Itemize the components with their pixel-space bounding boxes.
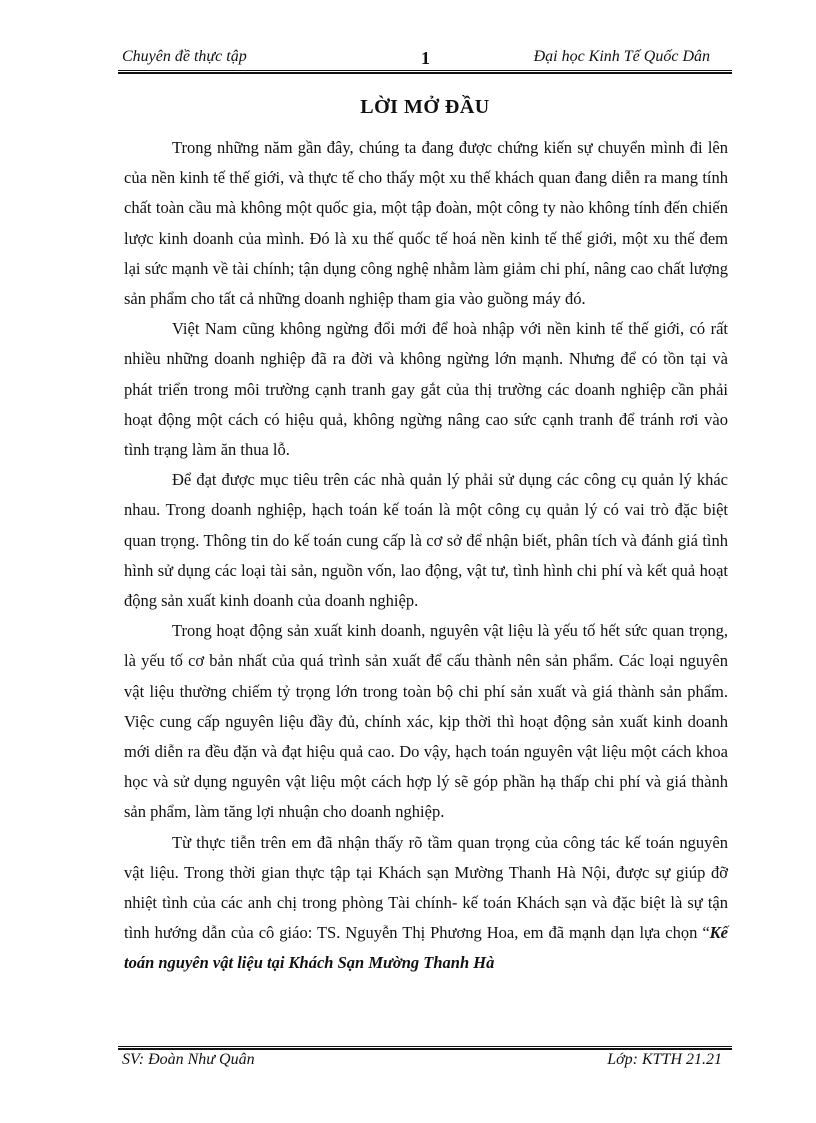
header-subject: Chuyên đề thực tập xyxy=(122,48,247,65)
paragraph-last-text: Từ thực tiễn trên em đã nhận thấy rõ tầm quan trọng của công tác kế toán nguyên vật liệu. Trong thời gian thực tập tại Khách sạn Mường Thanh Hà Nội, được sự giúp đỡ nhiệt tình của các anh chị trong phòng Tài chính- kế toán Khách sạn và đặc biệt là sự tận tình hướng dẫn của cô giáo: TS. Nguyễn Thị Phương Hoa, em đã mạnh dạn lựa chọn “ xyxy=(124,832,728,943)
header-rule xyxy=(118,70,732,74)
page-footer xyxy=(118,1046,732,1078)
footer-rule xyxy=(118,1046,732,1050)
page-number: 1 xyxy=(421,48,430,68)
paragraph-last xyxy=(124,828,728,979)
page-title: LỜI MỞ ĐẦU xyxy=(360,96,490,118)
paragraph: Để đạt được mục tiêu trên các nhà quản lý phải sử dụng các công cụ quản lý khác nhau. Trong doanh nghiệp, hạch toán kế toán là một công cụ quản lý có vai trò đặc biệt quan trọng. Thông tin do kế toán cung cấp là cơ sở để nhận biết, phân tích và đánh giá tình hình sử dụng các loại tài sản, nguồn vốn, lao động, vật tư, tình hình chi phí và kết quả hoạt động sản xuất kinh doanh của doanh nghiệp. xyxy=(124,470,728,611)
paragraph: Việt Nam cũng không ngừng đổi mới để hoà nhập với nền kinh tế thế giới, có rất nhiều những doanh nghiệp đã ra đời và không ngừng lớn mạnh. Nhưng để có tồn tại và phát triển trong môi trường cạnh tranh gay gắt của thị trường các doanh nghiệp cần phải hoạt động một cách có hiệu quả, không ngừng nâng cao sức cạnh tranh để tránh rơi vào tình trạng làm ăn thua lỗ. xyxy=(124,319,728,460)
page-header xyxy=(118,46,732,72)
thesis-title: Kế toán nguyên vật liệu tại Khách Sạn Mường Thanh Hà xyxy=(124,923,728,973)
body-text xyxy=(124,133,728,979)
header-university: Đại học Kinh Tế Quốc Dân xyxy=(533,48,710,65)
paragraph: Trong những năm gần đây, chúng ta đang được chứng kiến sự chuyển mình đi lên của nền kinh tế thế giới, và thực tế cho thấy một xu thế khách quan đang diễn ra mang tính chất toàn cầu mà không một quốc gia, một tập đoàn, một công ty nào không tính đến chiến lược kinh doanh của mình. Đó là xu thế quốc tế hoá nền kinh tế thế giới, một xu thế đem lại sức mạnh về tài chính; tận dụng công nghệ nhằm làm giảm chi phí, nâng cao chất lượng sản phẩm cho tất cả những doanh nghiệp tham gia vào guồng máy đó. xyxy=(124,138,728,309)
footer-student: SV: Đoàn Như Quân xyxy=(122,1051,255,1068)
paragraph: Trong hoạt động sản xuất kinh doanh, nguyên vật liệu là yếu tố hết sức quan trọng, là yếu tố cơ bản nhất của quá trình sản xuất để cấu thành nên sản phẩm. Các loại nguyên vật liệu thường chiếm tỷ trọng lớn trong toàn bộ chi phí sản xuất và giá thành sản phẩm. Việc cung cấp nguyên liệu đầy đủ, chính xác, kịp thời thì hoạt động sản xuất kinh doanh mới diễn ra đều đặn và đạt hiệu quả cao. Do vậy, hạch toán nguyên vật liệu một cách khoa học và sử dụng nguyên vật liệu một cách hợp lý sẽ góp phần hạ thấp chi phí và giá thành sản phẩm, làm tăng lợi nhuận cho doanh nghiệp. xyxy=(124,621,728,822)
footer-class: Lớp: KTTH 21.21 xyxy=(607,1051,722,1068)
